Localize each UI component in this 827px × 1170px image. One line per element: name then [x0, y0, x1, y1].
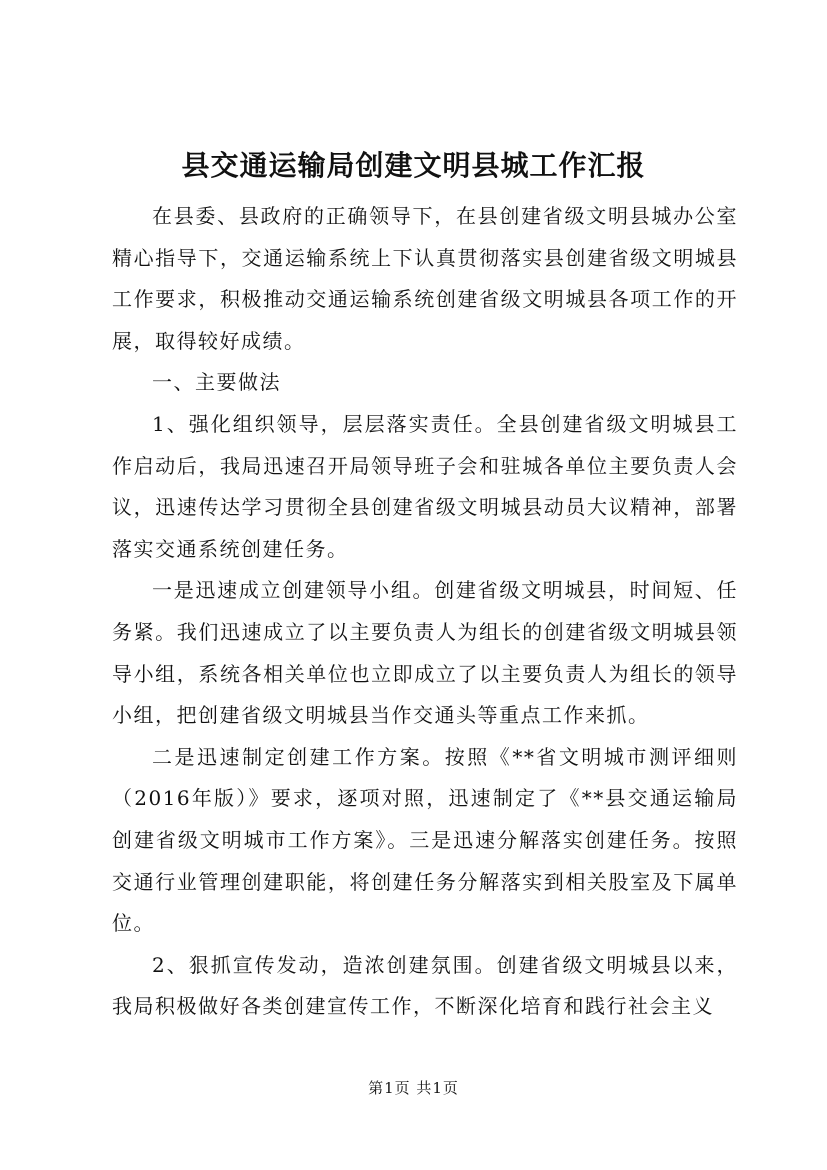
document-body — [112, 196, 738, 1028]
paragraph-intro: 在县委、县政府的正确领导下，在县创建省级文明县城办公室精心指导下，交通运输系统上下认真贯彻落实县创建省级文明城县工作要求，积极推动交通运输系统创建省级文明城县各项工作的开展，取得较好成绩。 — [112, 204, 738, 353]
paragraph-organization-leadership: 1、强化组织领导，层层落实责任。全县创建省级文明城县工作启动后，我局迅速召开局领导班子会和驻城各单位主要负责人会议，迅速传达学习贯彻全县创建省级文明城县动员大议精神，部署落实交通系统创建任务。 — [112, 411, 738, 561]
page-footer: 第1页 共1页 — [368, 1079, 459, 1097]
paragraph-publicity: 2、狠抓宣传发动，造浓创建氛围。创建省级文明城县以来，我局积极做好各类创建宣传工作，不断深化培育和践行社会主义 — [112, 952, 738, 1019]
document-title: 县交通运输局创建文明县城工作汇报 — [181, 149, 646, 182]
paragraph-work-plan: 二是迅速制定创建工作方案。按照《**省文明城市测评细则（2016年版）》要求，逐项对照，迅速制定了《**县交通运输局创建省级文明城市工作方案》。三是迅速分解落实创建任务。按照交通行业管理创建职能，将创建任务分解落实到相关股室及下属单位。 — [112, 744, 738, 936]
section-heading-main-practices: 一、主要做法 — [152, 370, 281, 395]
paragraph-leading-group: 一是迅速成立创建领导小组。创建省级文明城县，时间短、任务紧。我们迅速成立了以主要负责人为组长的创建省级文明城县领导小组，系统各相关单位也立即成立了以主要负责人为组长的领导小组，把创建省级文明城县当作交通头等重点工作来抓。 — [112, 578, 738, 728]
